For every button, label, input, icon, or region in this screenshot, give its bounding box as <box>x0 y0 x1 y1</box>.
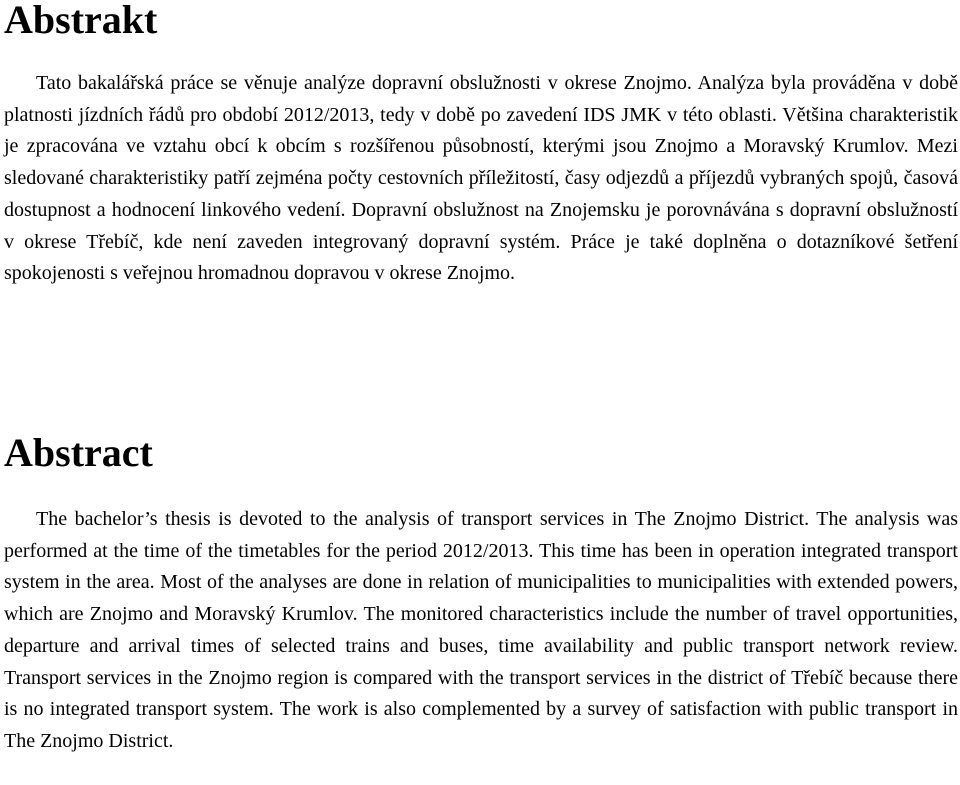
czech-abstract-heading: Abstrakt <box>4 0 158 42</box>
english-abstract-paragraph: The bachelor’s thesis is devoted to the analysis of transport services in The Znojmo District. The analysis was performed at the time of the timetables for the period 2012/2013. This time has been in operation integrated transport system in the area. Most of the analyses are done in relation of municipalities to municipalities with extended powers, which are Znojmo and Moravský Krumlov. The monitored characteristics include the number of travel opportunities, departure and arrival times of selected trains and buses, time availability and public transport network review. Transport services in the Znojmo region is compared with the transport services in the district of Třebíč because there is no integrated transport system. The work is also complemented by a survey of satisfaction with public transport in The Znojmo District. <box>4 508 958 752</box>
english-abstract-heading: Abstract <box>4 430 153 475</box>
czech-abstract-paragraph: Tato bakalářská práce se věnuje analýze dopravní obslužnosti v okrese Znojmo. Analýza byla prováděna v době platnosti jízdních řádů pro období 2012/2013, tedy v době po zavedení IDS JMK v této oblasti. Většina charakteristik je zpracována ve vztahu obcí k obcím s rozšířenou působností, kterými jsou Znojmo a Moravský Krumlov. Mezi sledované charakteristiky patří zejména počty cestovních příležitostí, časy odjezdů a příjezdů vybraných spojů, časová dostupnost a hodnocení linkového vedení. Dopravní obslužnost na Znojemsku je porovnávána s dopravní obslužností v okrese Třebíč, kde není zaveden integrovaný dopravní systém. Práce je také doplněna o dotazníkové šetření spokojenosti s veřejnou hromadnou dopravou v okrese Znojmo. <box>4 72 958 285</box>
